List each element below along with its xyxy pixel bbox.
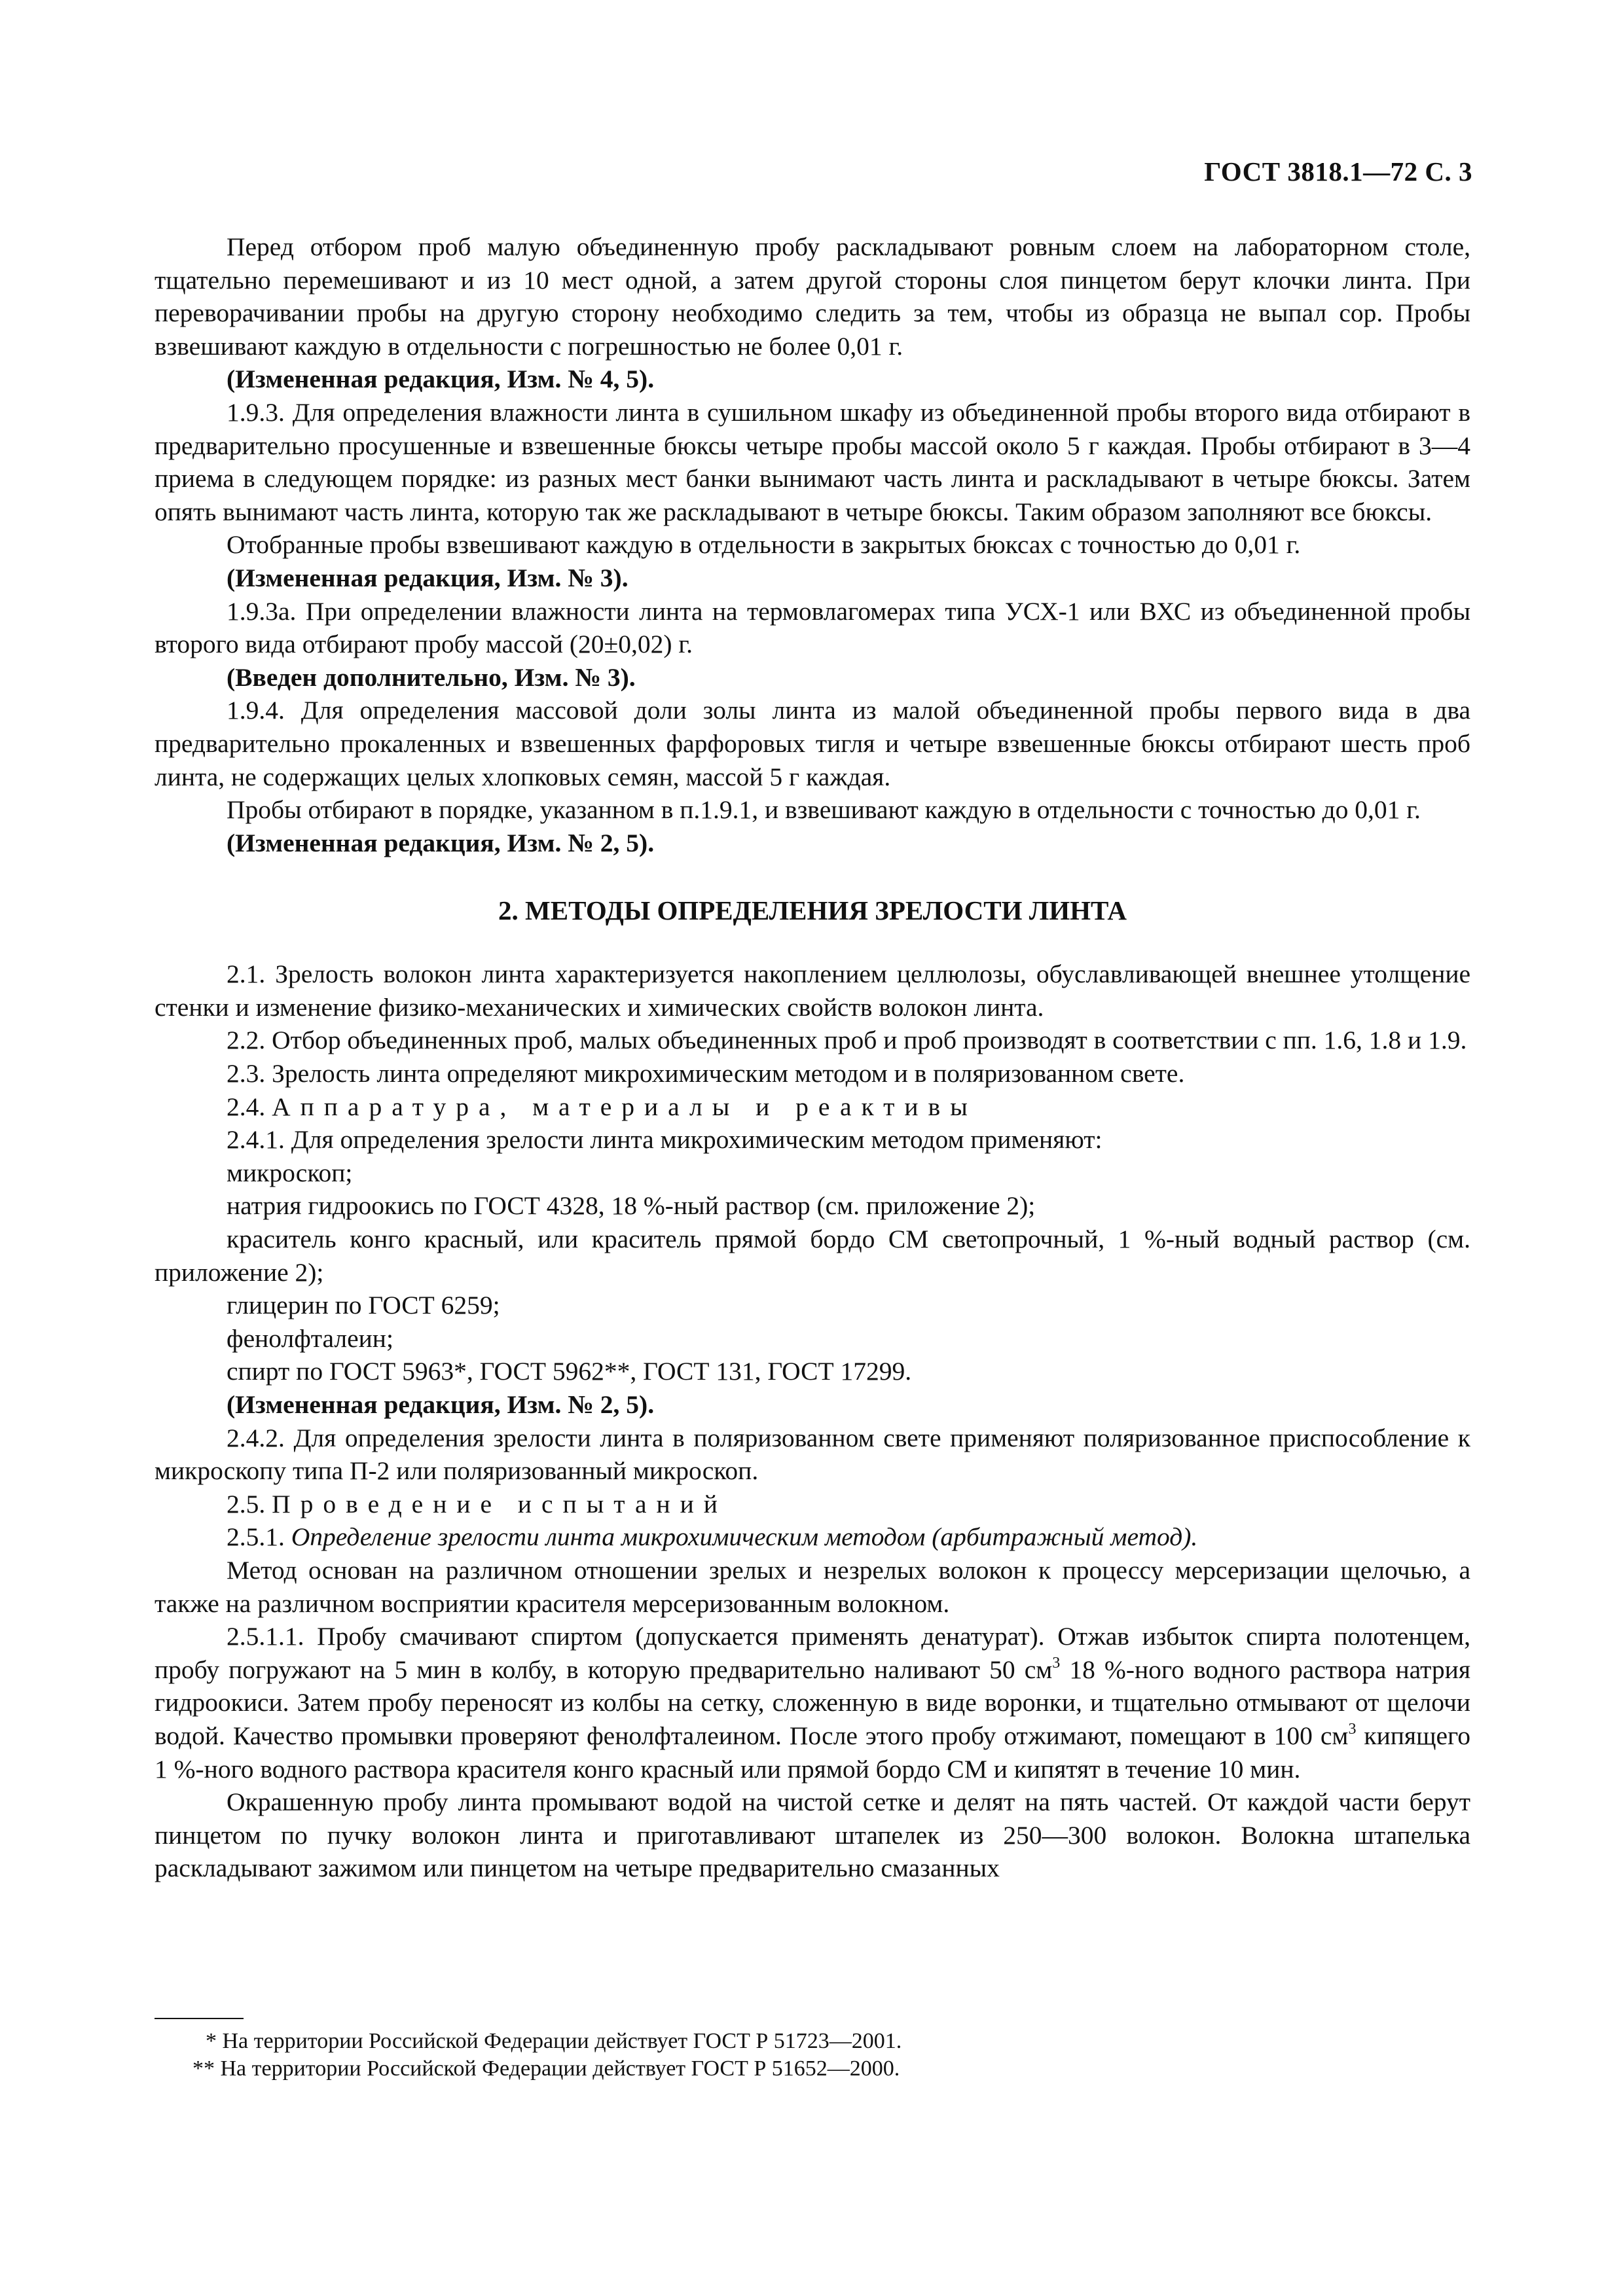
spaced-heading: Аппаратура, материалы и реактивы	[272, 1092, 977, 1121]
list-item: микроскоп;	[227, 1158, 353, 1187]
clause-number: 2.5.	[227, 1489, 266, 1518]
paragraph: 1.9.3а. При определении влажности линта на термовлагомерах типа УСХ-1 или ВХС из объединенной пробы второго вида отбирают пробу массой (20±0,02) г.	[155, 596, 1470, 659]
list-item: краситель конго красный, или краситель прямой бордо СМ светопрочный, 1 %-ный водный раствор (см. приложение 2);	[155, 1225, 1470, 1287]
paragraph: 2.2. Отбор объединенных проб, малых объединенных проб и проб производят в соответствии с пп. 1.6, 1.8 и 1.9.	[227, 1026, 1467, 1055]
amendment-note: (Измененная редакция, Изм. № 2, 5).	[227, 828, 655, 857]
superscript: 3	[1348, 1720, 1357, 1738]
text-run: 2.5.1.1. Пробу смачивают спиртом (допускается применять денатурат). Отжав избыток спирта полотенцем, пробу погружают на 5 мин в колбу, в которую предварительно наливают 50 см	[155, 1622, 1470, 1684]
list-item: спирт по ГОСТ 5963*, ГОСТ 5962**, ГОСТ 131, ГОСТ 17299.	[227, 1357, 912, 1386]
section-heading: 2. МЕТОДЫ ОПРЕДЕЛЕНИЯ ЗРЕЛОСТИ ЛИНТА	[498, 895, 1127, 926]
paragraph: 2.4.2. Для определения зрелости линта в поляризованном свете применяют поляризованное приспособление к микроскопу типа П-2 или поляризованный микроскоп.	[155, 1423, 1470, 1486]
method-heading	[155, 1520, 1470, 1554]
footnotes	[155, 2028, 1470, 2083]
amendment-note: (Измененная редакция, Изм. № 3).	[227, 563, 629, 592]
paragraph: Пробы отбирают в порядке, указанном в п.1.9.1, и взвешивают каждую в отдельности с точностью до 0,01 г.	[227, 795, 1421, 825]
clause-number: 2.5.1.	[227, 1522, 285, 1552]
paragraph: 2.1. Зрелость волокон линта характеризуется накоплением целлюлозы, обуславливающей внешнее утолщение стенки и изменение физико-механических и химических свойств волокон линта.	[155, 960, 1470, 1022]
footnote: ** На территории Российской Федерации действует ГОСТ Р 51652—2000.	[192, 2056, 900, 2081]
paragraph: Отобранные пробы взвешивают каждую в отдельности в закрытых бюксах с точностью до 0,01 г.	[227, 530, 1301, 560]
paragraph: 2.3. Зрелость линта определяют микрохимическим методом и в поляризованном свете.	[227, 1059, 1185, 1088]
spaced-heading: Проведение испытаний	[272, 1489, 727, 1518]
list-item: глицерин по ГОСТ 6259;	[227, 1291, 500, 1320]
clause-number: 2.4.	[227, 1092, 266, 1121]
list-item: натрия гидроокись по ГОСТ 4328, 18 %-ный раствор (см. приложение 2);	[227, 1191, 1036, 1221]
paragraph: Перед отбором проб малую объединенную пробу раскладывают ровным слоем на лабораторном столе, тщательно перемешивают и из 10 мест одной, а затем другой стороны слоя пинцетом берут клочки линта. При переворачивании пробы на другую сторону необходимо следить за тем, чтобы из образца не выпал сор. Пробы взвешивают каждую в отдельности с погрешностью не более 0,01 г.	[155, 232, 1470, 361]
subsection-heading	[155, 1488, 1470, 1521]
amendment-note: (Введен дополнительно, Изм. № 3).	[227, 662, 636, 692]
amendment-note: (Измененная редакция, Изм. № 2, 5).	[227, 1390, 655, 1419]
paragraph: Метод основан на различном отношении зрелых и незрелых волокон к процессу мерсеризации щелочью, а также на различном восприятии красителя мерсеризованным волокном.	[155, 1555, 1470, 1618]
text-run: кипящего 1 %-ного водного раствора красителя конго красный или прямой бордо СМ и кипятят в течение 10 мин.	[155, 1721, 1470, 1784]
amendment-note: (Измененная редакция, Изм. № 4, 5).	[227, 365, 655, 394]
superscript: 3	[1052, 1654, 1061, 1672]
text-run: 18 %-ного водного раствора натрия гидроокиси. Затем пробу переносят из колбы на сетку, сложенную в виде воронки, и тщательно отмывают от щелочи водой. Качество промывки проверяют фенолфталеином. После этого пробу отжимают, помещают в 100 см	[155, 1655, 1470, 1750]
method-title: Определение зрелости линта микрохимическим методом (арбитражный метод).	[291, 1522, 1198, 1552]
paragraph: 2.4.1. Для определения зрелости линта микрохимическим методом применяют:	[227, 1125, 1103, 1155]
paragraph: 1.9.3. Для определения влажности линта в сушильном шкафу из объединенной пробы второго вида отбирают в предварительно просушенные и взвешенные бюксы четыре пробы массой около 5 г каждая. Пробы отбирают в 3—4 приема в следующем порядке: из разных мест банки вынимают часть линта и раскладывают в четыре бюксы. Затем опять вынимают часть линта, которую так же раскладывают в четыре бюксы. Таким образом заполняют все бюксы.	[155, 397, 1470, 526]
footnote: * На территории Российской Федерации действует ГОСТ Р 51723—2001.	[206, 2029, 902, 2053]
subsection-heading	[155, 1090, 1470, 1124]
paragraph	[155, 1620, 1470, 1785]
page-header: ГОСТ 3818.1—72 С. 3	[1204, 156, 1472, 187]
paragraph: Окрашенную пробу линта промывают водой на чистой сетке и делят на пять частей. От каждой части берут пинцетом по пучку волокон линта и приготавливают штапелек из 250—300 волокон. Волокна штапелька раскладывают зажимом или пинцетом на четыре предварительно смазанных	[155, 1787, 1470, 1883]
paragraph: 1.9.4. Для определения массовой доли золы линта из малой объединенной пробы первого вида в два предварительно прокаленных и взвешенных фарфоровых тигля и четыре взвешенные бюксы отбирают шесть проб линта, не содержащих целых хлопковых семян, массой 5 г каждая.	[155, 696, 1470, 791]
list-item: фенолфталеин;	[227, 1323, 393, 1353]
footnote-divider	[155, 2018, 244, 2019]
page-body	[155, 230, 1470, 1885]
